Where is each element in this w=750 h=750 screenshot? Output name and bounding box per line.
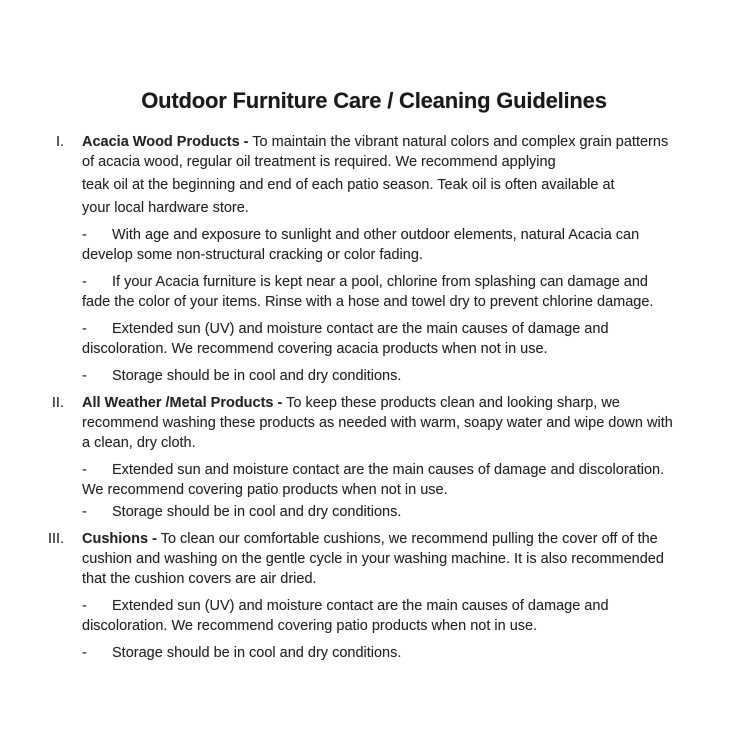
bullet-item bbox=[82, 643, 700, 663]
section-heading: All Weather /Metal Products - bbox=[82, 395, 283, 411]
section-heading: Cushions - bbox=[82, 531, 157, 547]
section-content bbox=[82, 132, 700, 386]
bullet-item bbox=[82, 366, 700, 386]
section-all-weather-metal bbox=[48, 393, 700, 522]
bullet-item bbox=[82, 225, 700, 245]
bullet-text: Extended sun (UV) and moisture contact are the main causes of damage and bbox=[112, 321, 609, 337]
section-numeral: I. bbox=[55, 134, 64, 150]
paragraph-text: To clean our comfortable cushions, we recommend pulling the cover off of the bbox=[160, 531, 658, 547]
bullet-text: Extended sun and moisture contact are the main causes of damage and discoloration. bbox=[112, 462, 665, 478]
paragraph-line bbox=[82, 132, 700, 152]
bullet-item bbox=[82, 502, 700, 522]
bullet-text: Storage should be in cool and dry conditions. bbox=[112, 645, 402, 661]
paragraph-line: that the cushion covers are air dried. bbox=[82, 571, 317, 587]
bullet-dash: - bbox=[82, 274, 87, 290]
paragraph-text: To keep these products clean and looking sharp, we bbox=[286, 395, 620, 411]
section-numeral: III. bbox=[48, 531, 65, 547]
bullet-wrap-line: discoloration. We recommend covering patio products when not in use. bbox=[82, 618, 538, 634]
bullet-text: With age and exposure to sunlight and other outdoor elements, natural Acacia can bbox=[112, 227, 640, 243]
bullet-wrap-line: fade the color of your items. Rinse with a hose and towel dry to prevent chlorine damage. bbox=[82, 294, 654, 310]
paragraph-line: your local hardware store. bbox=[82, 200, 249, 216]
bullet-dash: - bbox=[82, 321, 87, 337]
paragraph-line bbox=[82, 529, 700, 549]
section-acacia-wood bbox=[48, 132, 700, 386]
bullet-text: If your Acacia furniture is kept near a pool, chlorine from splashing can damage and bbox=[112, 274, 648, 290]
bullet-dash: - bbox=[82, 462, 87, 478]
bullet-dash: - bbox=[82, 645, 87, 661]
bullet-dash: - bbox=[82, 598, 87, 614]
page-title: Outdoor Furniture Care / Cleaning Guidelines bbox=[141, 88, 607, 113]
bullet-item bbox=[82, 460, 700, 480]
bullet-dash: - bbox=[82, 504, 87, 520]
section-content bbox=[82, 393, 700, 522]
section-content bbox=[82, 529, 700, 663]
bullet-wrap-line: We recommend covering patio products when not in use. bbox=[82, 482, 448, 498]
bullet-dash: - bbox=[82, 227, 87, 243]
bullet-text: Storage should be in cool and dry conditions. bbox=[112, 368, 402, 384]
bullet-item bbox=[82, 272, 700, 292]
bullet-wrap-line: discoloration. We recommend covering acacia products when not in use. bbox=[82, 341, 548, 357]
bullet-dash: - bbox=[82, 368, 87, 384]
bullet-item bbox=[82, 596, 700, 616]
paragraph-text: To maintain the vibrant natural colors and complex grain patterns bbox=[252, 134, 669, 150]
section-heading: Acacia Wood Products - bbox=[82, 134, 249, 150]
bullet-item bbox=[82, 319, 700, 339]
bullet-text: Extended sun (UV) and moisture contact are the main causes of damage and bbox=[112, 598, 609, 614]
section-numeral: II. bbox=[51, 395, 64, 411]
paragraph-line: recommend washing these products as needed with warm, soapy water and wipe down with bbox=[82, 415, 673, 431]
section-cushions bbox=[48, 529, 700, 663]
paragraph-line: a clean, dry cloth. bbox=[82, 435, 196, 451]
bullet-text: Storage should be in cool and dry conditions. bbox=[112, 504, 402, 520]
paragraph-line: teak oil at the beginning and end of each patio season. Teak oil is often available at bbox=[82, 177, 615, 193]
paragraph-line: of acacia wood, regular oil treatment is required. We recommend applying bbox=[82, 154, 556, 170]
paragraph-line bbox=[82, 393, 700, 413]
paragraph-line: cushion and washing on the gentle cycle in your washing machine. It is also recommended bbox=[82, 551, 664, 567]
bullet-wrap-line: develop some non-structural cracking or color fading. bbox=[82, 247, 423, 263]
